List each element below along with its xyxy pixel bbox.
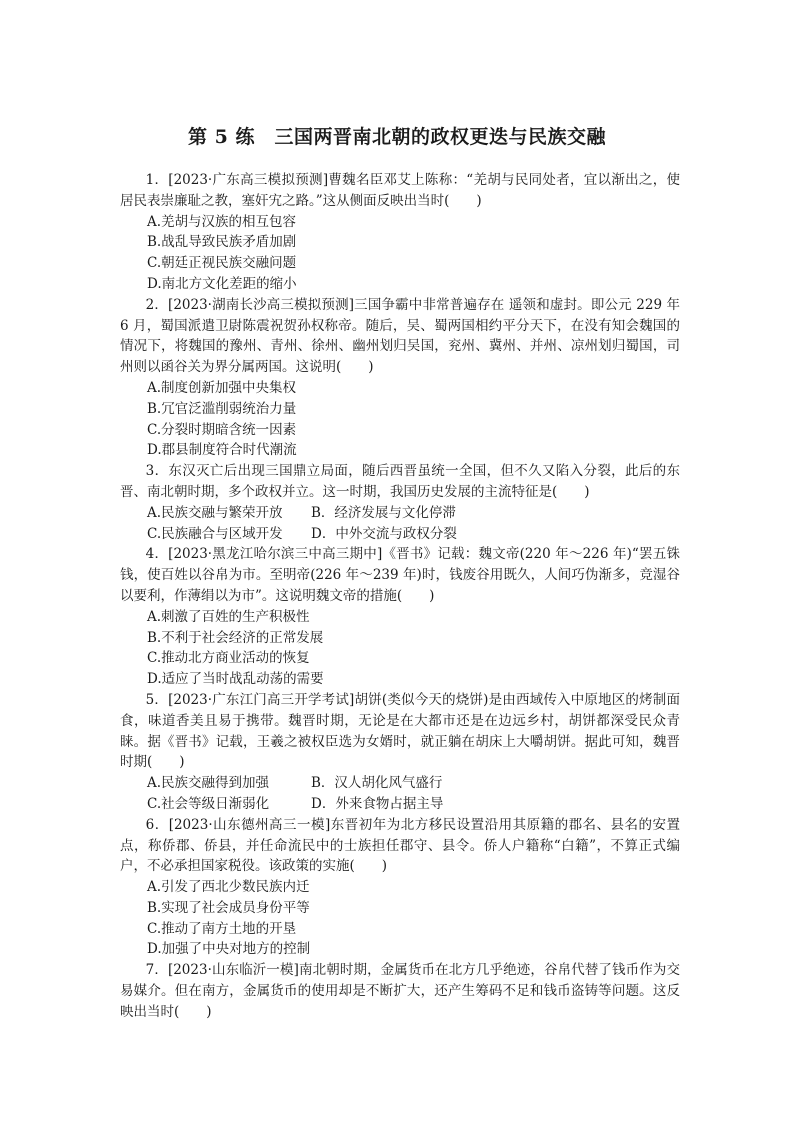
option-d: D．外来食物占据主导 xyxy=(311,795,444,812)
question-stem: 7．[2023·山东临沂一模]南北朝时期，金属货币在北方几乎绝迹，谷帛代替了钱币作为交易媒介。但在南方，金属货币的使用却是不断扩大，还产生筹码不足和钱币盗铸等问题。这反映出当时( ) xyxy=(120,962,680,1020)
option-c: C.分裂时期暗含统一因素 xyxy=(147,421,297,438)
question-1 xyxy=(120,170,680,295)
option-a: A.刺激了百姓的生产积极性 xyxy=(147,608,310,625)
option-b: B．汉人胡化风气盛行 xyxy=(311,775,443,792)
option-a: A.民族交融与繁荣开放 xyxy=(147,504,283,521)
option-row xyxy=(120,503,680,524)
option-b: B.战乱导致民族矛盾加剧 xyxy=(147,234,297,251)
option-c: C.民族融合与区域开发 xyxy=(147,525,283,542)
question-5 xyxy=(120,690,680,815)
option-c: C.社会等级日渐弱化 xyxy=(147,795,270,812)
question-3 xyxy=(120,461,680,544)
question-stem: 5．[2023·广东江门高三开学考试]胡饼(类似今天的烧饼)是由西域传入中原地区的烤制面食，味道香美且易于携带。魏晋时期，无论是在大都市还是在边远乡村，胡饼都深受民众青睐。据《晋书》记载，王羲之被权臣选为女婿时，就正躺在胡床上大嚼胡饼。据此可知，魏晋时期( ) xyxy=(120,691,680,771)
option-b: B.不利于社会经济的正常发展 xyxy=(147,629,324,646)
option-b: B.冗官泛滥削弱统治力量 xyxy=(147,400,297,417)
option-a: A.引发了西北少数民族内迁 xyxy=(147,879,310,896)
option-row xyxy=(120,773,680,794)
option-c: C.朝廷正视民族交融问题 xyxy=(147,255,297,272)
page-title: 第 5 练 三国两晋南北朝的政权更迭与民族交融 xyxy=(188,126,606,148)
question-4 xyxy=(120,544,680,690)
option-d: D.南北方文化差距的缩小 xyxy=(147,275,297,292)
question-stem: 3．东汉灭亡后出现三国鼎立局面，随后西晋虽统一全国，但不久又陷入分裂，此后的东晋、南北朝时期，多个政权并立。这一时期，我国历史发展的主流特征是( ) xyxy=(120,463,680,500)
option-d: D.加强了中央对地方的控制 xyxy=(147,941,311,958)
question-7 xyxy=(120,960,680,1022)
question-stem: 2．[2023·湖南长沙高三模拟预测]三国争霸中非常普遍存在 遥领和虚封。即公元 229 年 6 月，蜀国派遣卫尉陈震祝贺孙权称帝。随后，吴、蜀两国相约平分天下，在没有知会魏国的情况下，将魏国的豫州、青州、徐州、幽州划归吴国，兖州、冀州、并州、凉州划归蜀国，司州则以函谷关为界分属两国。这说明( ) xyxy=(120,296,680,376)
option-a: A.民族交融得到加强 xyxy=(147,775,270,792)
question-list xyxy=(120,170,680,1023)
option-a: A.羌胡与汉族的相互包容 xyxy=(147,213,297,230)
option-d: D.适应了当时战乱动荡的需要 xyxy=(147,671,324,688)
option-c: C.推动北方商业活动的恢复 xyxy=(147,650,310,667)
option-d: D.郡县制度符合时代潮流 xyxy=(147,442,297,459)
option-row xyxy=(120,524,680,545)
question-2 xyxy=(120,295,680,461)
option-a: A.制度创新加强中央集权 xyxy=(147,379,297,396)
option-row xyxy=(120,794,680,815)
question-6 xyxy=(120,815,680,961)
option-c: C.推动了南方土地的开垦 xyxy=(147,920,297,937)
question-stem: 4．[2023·黑龙江哈尔滨三中高三期中]《晋书》记载：魏文帝(220 年～226 年)“罢五铢钱，使百姓以谷帛为市。至明帝(226 年～239 年)时，钱废谷用既久，人间巧伪渐多，竞湿谷以要利，作薄绢以为市”。这说明魏文帝的措施( ) xyxy=(120,546,680,604)
question-stem: 6．[2023·山东德州高三一模]东晋初年为北方移民设置沿用其原籍的郡名、县名的安置点，称侨郡、侨县，并任命流民中的士族担任郡守、县令。侨人户籍称“白籍”，不算正式编户，不必承担国家税役。该政策的实施( ) xyxy=(120,816,680,875)
option-b: B．经济发展与文化停滞 xyxy=(311,504,456,521)
question-stem: 1．[2023·广东高三模拟预测]曹魏名臣邓艾上陈称：“羌胡与民同处者，宜以渐出之，使居民表崇廉耻之教，塞奸宄之路。”这从侧面反映出当时( ) xyxy=(120,172,680,209)
option-d: D．中外交流与政权分裂 xyxy=(311,525,457,542)
option-b: B.实现了社会成员身份平等 xyxy=(147,899,310,916)
